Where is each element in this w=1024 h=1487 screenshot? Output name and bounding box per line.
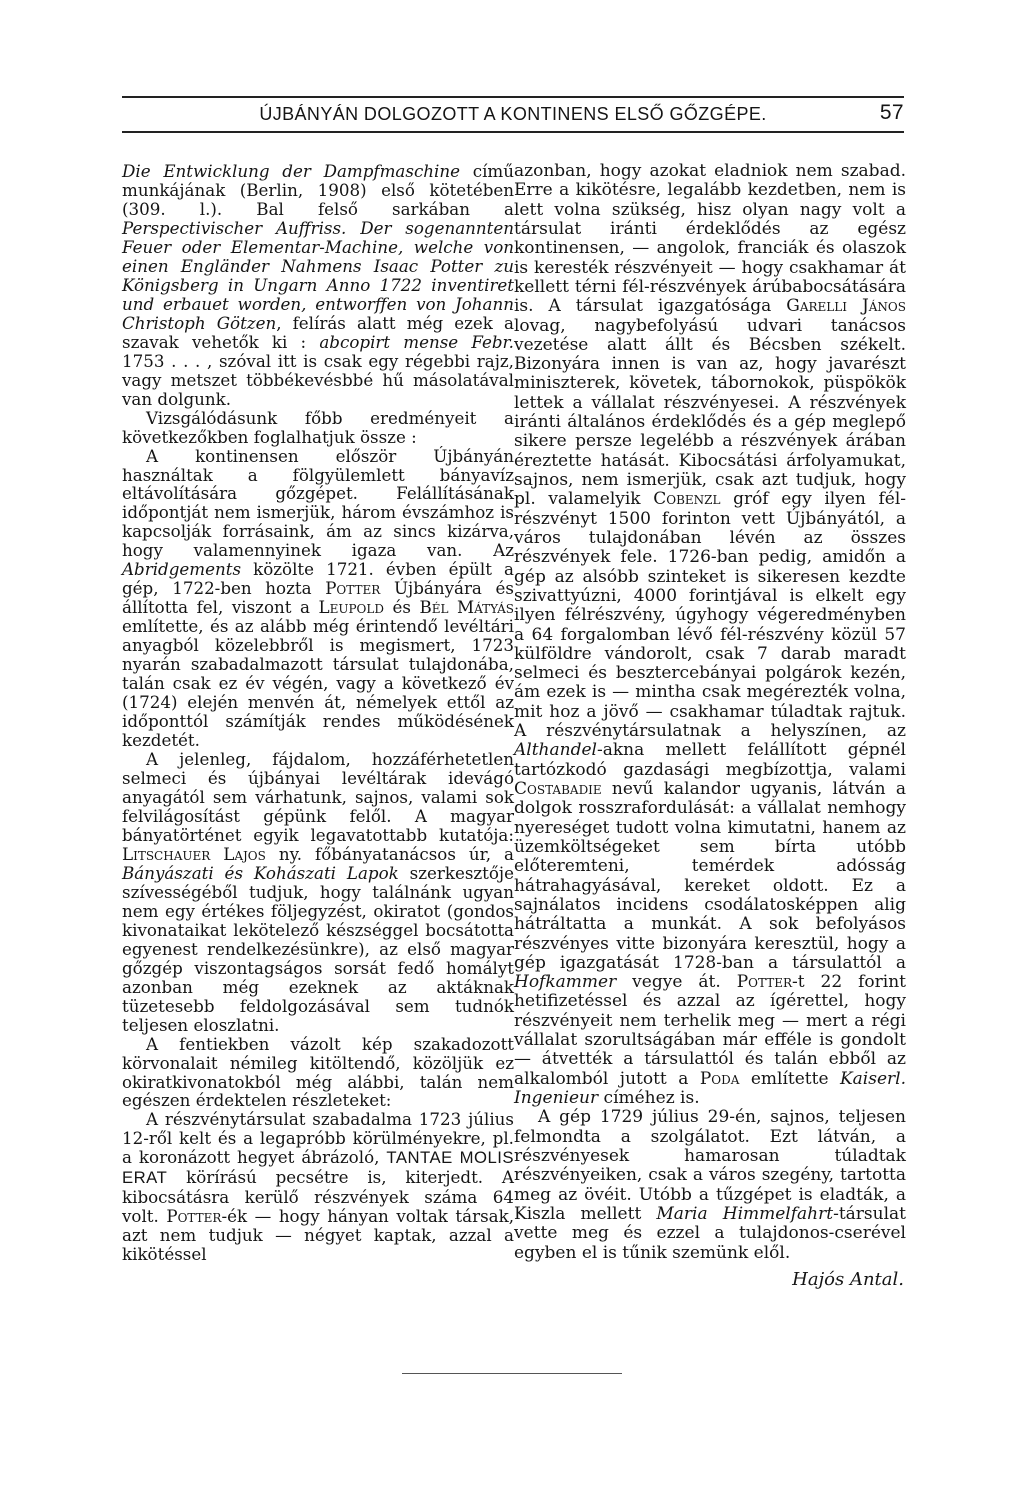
footer-rule	[402, 1373, 622, 1374]
person-name: Potter	[166, 1206, 222, 1227]
paragraph: A kontinensen először Újbányán használtak a fölgyülemlett bányavíz eltávolítására gőzgépet. Felállításának időpontját nem ismerjük, három évszámhoz is kapcsolják forrásaink, ám az sincs kizárva, hogy valamennyinek igaza van. Az Abridgements közölte 1721. évben épült a gép, 1722-ben hozta Potter Újbányára és állította fel, viszont a Leupold és Bél Mátyás említette, és az alább még érintendő levéltári anyagból közelebbről is megismert, 1723 nyarán szabadalmazott társulat tulajdonába, talán csak ez év végén, vagy a következő év (1724) elején menvén át, némelyek ettől az időponttól számítják rendes működésének kezdetét.	[122, 445, 514, 751]
person-name: Poda	[699, 1068, 740, 1089]
person-name: Leupold	[318, 597, 384, 618]
left-column	[122, 162, 514, 1264]
header-bottom-rule	[122, 131, 904, 133]
person-name: Potter	[736, 972, 792, 993]
paragraph: A jelenleg, fájdalom, hozzáférhetetlen selmeci és újbányai levéltárak idevágó anyagától sem várhatunk, sajnos, valami sok felvilágosítást gépünk felől. A magyar bányatörténet egyik legavatottabb kutatója: Litschauer Lajos ny. főbányatanácsos úr, a Bányászati és Kohászati Lapok szerkesztője szívességéből tudjuk, hogy találnánk ugyan nem egy értékes följegyzést, okiratot (gondos kivonataikat lekötelező készséggel bocsátotta egyenest rendelkezésünkre), az első magyar gőzgép viszontagságos sorsát fedő homályt azonban még ezeknek az aktáknak tüzetesebb feldolgozásával sem tudnók teljesen eloszlatni.	[122, 749, 514, 1035]
author-signature: Hajós Antal.	[792, 1269, 904, 1290]
page-number: 57	[879, 101, 904, 124]
person-name: Potter	[325, 578, 381, 599]
paragraph: A részvénytársulat szabadalma 1723 július 12-ről kelt és a legapróbb körülményekre, pl. a koronázott hegyet ábrázoló, TANTAE MOLIS ERAT körírású pecsétre is, kiterjedt. A kibocsátásra kerülő részvények száma 64 volt. Potter-ék — hogy hányan voltak társak, azt nem tudjuk — négyet kaptak, azzal a kikötéssel	[122, 1109, 514, 1265]
person-name: Bél Mátyás	[419, 597, 514, 618]
seal-inscription: TANTAE MOLIS ERAT	[122, 1148, 514, 1188]
person-name: Garelli János	[786, 296, 906, 317]
right-column	[514, 162, 906, 1263]
paragraph: A fentiekben vázolt kép szakadozott körvonalait némileg kitöltendő, közöljük ez okiratkivonatokból még alábbi, talán nem egészen érdektelen részleteket:	[122, 1033, 514, 1111]
person-name: Costabadie	[514, 779, 602, 799]
page-header	[122, 99, 904, 129]
paragraph: A gép 1729 július 29-én, sajnos, teljesen felmondta a szolgálatot. Ezt látván, a részvényesek hamarosan túladtak részvényeiken, csak a város szegény, tartotta meg az övéit. Utóbb a tűzgépet is eladták, a Kiszla mellett Maria Himmelfahrt-társulat vette meg és ezzel a tulajdonos-cserével egyben el is tűnik szemünk elől.	[514, 1107, 906, 1263]
paragraph: azonban, hogy azokat eladniok nem szabad. Erre a kikötésre, legalább kezdetben, nem is lett volna szükség, hisz olyan nagy volt a társulat iránti érdeklődés az egész kontinensen, — angolok, franciák és olaszok is keresték részvényeit — hogy csakhamar át kellett térni fél-részvények árúbabocsátására is. A társulat igazgatósága Garelli János lovag, nagybefolyású udvari tanácsos vezetése alatt állt és Bécsben székelt. Bizonyára innen is van az, hogy javarészt miniszterek, követek, tábornokok, püspökök lettek a vállalat részvényesei. A részvények iránti általános érdeklődés és a gép meglepő sikere persze legelébb a részvények árában éreztette hatását. Kibocsátási árfolyamukat, sajnos, nem ismerjük, csak azt tudjuk, hogy pl. valamelyik Cobenzl gróf egy ilyen fél-részvényt 1500 forinton vett Újbányától, a város tulajdonában lévén az összes részvények fele. 1726-ban pedig, amidőn a gép az alsóbb szinteket is sikeresen kezdte szivattyúzni, 4000 forintjával is elkelt egy ilyen félrészvény, úgyhogy végeredményben a 64 forgalomban lévő fél-részvény közül 57 külföldre vándorolt, csak 7 darab maradt selmeci és besztercebányai polgárok kezén, ám ezek is — mintha csak megérezték volna, mit hoz a jövő — csakhamar túladtak rajtuk. A részvénytársulatnak a helyszínen, az Althandel-akna mellett felállított gépnél tartózkodó gazdasági megbízottja, valami Costabadie nevű kalandor ugyanis, látván a dolgok rosszrafordulását: a vállalat nemhogy nyereséget tudott volna kimutatni, hanem az üzemköltségeket sem bírta utóbb előteremteni, temérdek adósság hátrahagyásával, kereket oldott. Ez a sajnálatos incidens csodálatosképpen alig hátráltatta a munkát. A sok befolyásos részvényes vitte bizonyára keresztül, hogy a gép igazgatását 1728-ban a társulattól a Hofkammer vegye át. Potter-t 22 forint hetifizetéssel és azzal az ígérettel, hogy részvényeit nem terhelik meg — mert a régi vállalat szorultságában már efféle is gondolt — átvették a társulattól és talán ebből az alkalomból jutott a Poda említette Kaiserl. Ingenieur címéhez is.	[514, 161, 906, 1108]
person-name: Cobenzl	[653, 489, 721, 510]
header-top-rule	[122, 96, 904, 98]
paragraph: Vizsgálódásunk főbb eredményeit a következőkben foglalhatjuk össze :	[122, 407, 514, 447]
paragraph: Die Entwicklung der Dampfmaschine című munkájának (Berlin, 1908) első kötetében (309. l.). Bal felső sarkában a Perspectivischer Auffriss. Der sogenannten Feuer oder Elementar-Machine, welche von einen Engländer Nahmens Isaac Potter zu Königsberg in Ungarn Anno 1722 inventiret und erbauet worden, entworffen von Johann Christoph Götzen, felírás alatt még ezek a szavak vehetők ki : abcopirt mense Febr. 1753 . . . , szóval itt is csak egy régebbi rajz, vagy metszet többékevésbbé hű másolatával van dolgunk.	[122, 161, 515, 409]
running-head: ÚJBÁNYÁN DOLGOZOTT A KONTINENS ELSŐ GŐZGÉPE.	[259, 104, 767, 124]
person-name: Litschauer Lajos	[122, 843, 266, 864]
